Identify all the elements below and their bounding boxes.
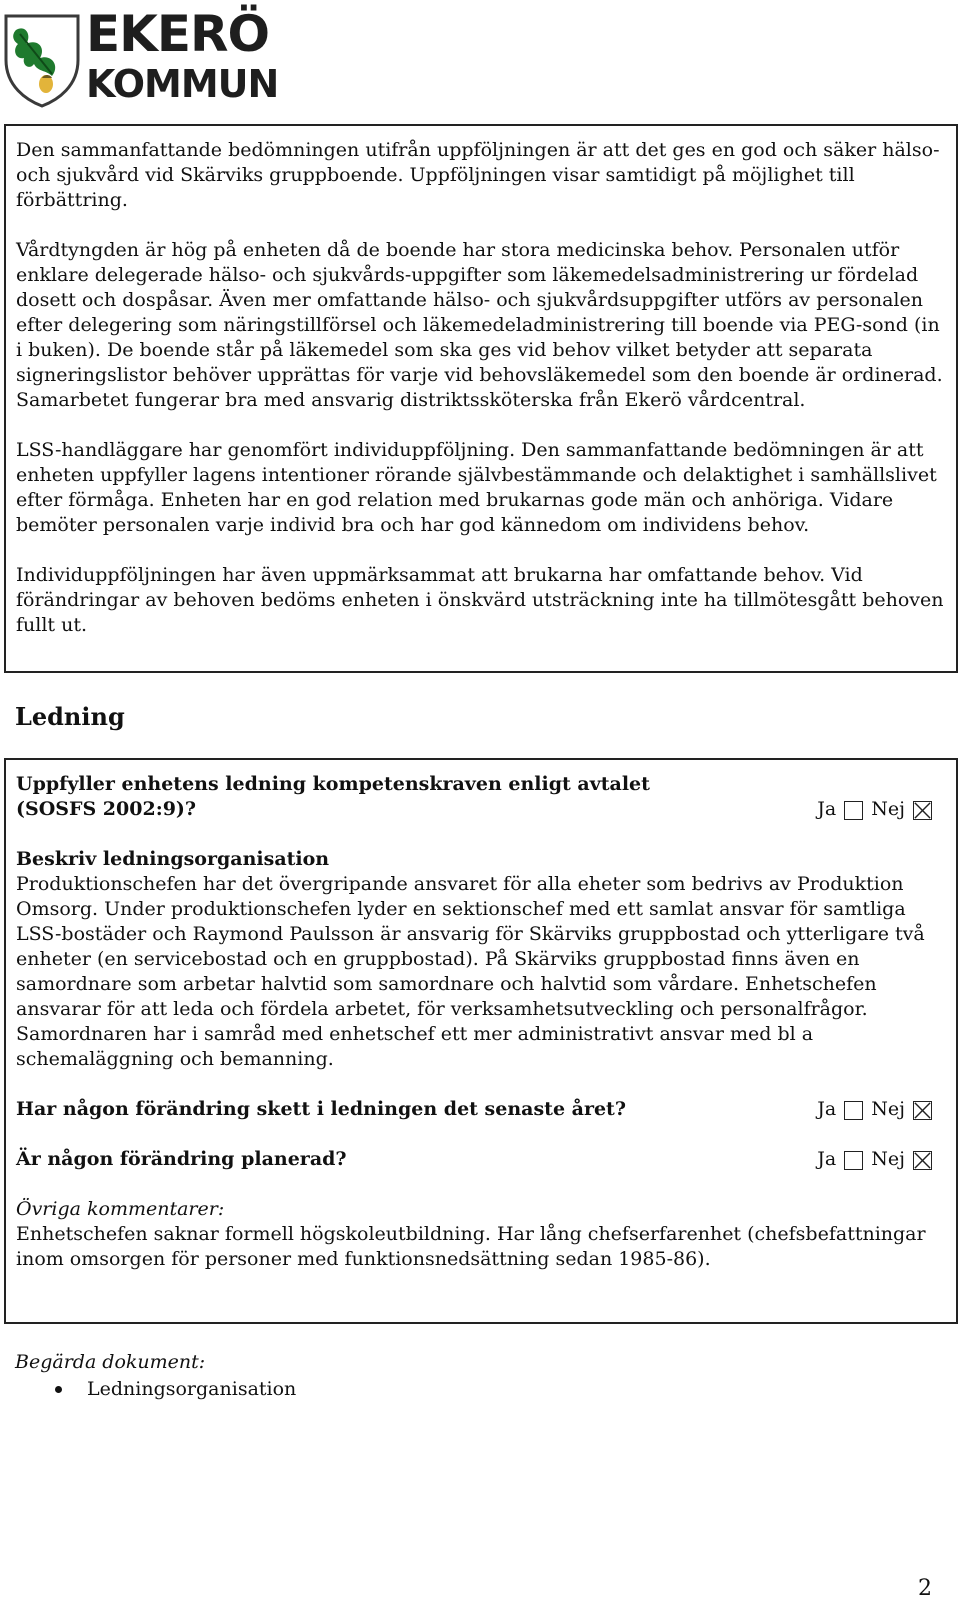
- summary-paragraph: LSS-handläggare har genomfört individuppföljning. Den sammanfattande bedömningen är att enheten uppfyller lagens intentioner rörande självbestämmande och delaktighet i samhällslivet efter förmåga. Enheten har en god relation med brukarnas gode män och anhöriga. Vidare bemöter personalen varje individ bra och har god kännedom om individens behov.: [16, 439, 937, 536]
- requested-documents-list: [15, 1377, 296, 1402]
- answer-group: [817, 1097, 932, 1122]
- question-change-past-year: [16, 1097, 946, 1122]
- yes-checkbox[interactable]: [844, 1101, 863, 1120]
- answer-group: [817, 1147, 932, 1172]
- no-checkbox[interactable]: [913, 1101, 932, 1120]
- summary-paragraph: Vårdtyngden är hög på enheten då de boende har stora medicinska behov. Personalen utför enklare delegerade hälso- och sjukvårds-uppgifter som läkemedelsadministrering ur fördelad dosett och dospåsar. Även mer omfattande hälso- och sjukvårdsuppgifter utförs av personalen efter delegering som näringstillförsel och läkemedeladministrering till boende via PEG-sond (in i buken). De boende står på läkemedel som ska ges vid behov vilket betyder att separata signeringslistor behöver upprättas för varje vid behovsläkemedel som den boende är ordinerad. Samarbetet fungerar bra med ansvarig distriktssköterska från Ekerö vårdcentral.: [16, 239, 943, 411]
- question-competence-line1: Uppfyller enhetens ledning kompetenskraven enligt avtalet: [16, 773, 650, 795]
- question-change-planned-text: Är någon förändring planerad?: [16, 1148, 347, 1170]
- list-item: Ledningsorganisation: [87, 1378, 297, 1400]
- describe-organisation-text: Produktionschefen har det övergripande ansvaret för alla eheter som bedrivs av Produktion Omsorg. Under produktionschefen lyder en sektionschef med ett samlat ansvar för samtliga LSS-bostäder och Raymond Paulsson är ansvarig för Skärviks gruppbostad och ytterligare två enheter (en servicebostad och en gruppbostad). På Skärviks gruppbostad finns även en samordnare som arbetar halvtid som samordnare och halvtid som vårdare. Enhetschefen ansvarar för att leda och fördela arbetet, för verksamhetsutveckling och personalfrågor. Samordnaren har i samråd med enhetschef ett mer administrativt ansvar med bl a schemaläggning och bemanning.: [16, 873, 925, 1070]
- no-checkbox[interactable]: [913, 801, 932, 820]
- answer-group: [817, 797, 932, 822]
- yes-checkbox[interactable]: [844, 801, 863, 820]
- oak-leaf-shield-icon: [2, 8, 84, 108]
- question-competence-line2: (SOSFS 2002:9)?: [16, 798, 197, 820]
- checked-x-icon: [914, 802, 931, 819]
- requested-documents: [15, 1350, 296, 1402]
- checked-x-icon: [914, 1152, 931, 1169]
- leadership-box: [4, 758, 958, 1324]
- question-change-planned: [16, 1147, 946, 1172]
- section-heading: Ledning: [15, 702, 125, 731]
- summary-paragraph: Individuppföljningen har även uppmärksammat att brukarna har omfattande behov. Vid förändringar av behoven bedöms enheten i önskvärd utsträckning inte ha tillmötesgått behoven fullt ut.: [16, 564, 944, 636]
- page-number: 2: [918, 1576, 932, 1601]
- question-competence: [16, 772, 946, 822]
- yes-label: Ja: [817, 1098, 837, 1120]
- logo-wordmark-ekero: EKERÖ: [86, 5, 270, 63]
- checked-x-icon: [914, 1102, 931, 1119]
- yes-label: Ja: [817, 798, 837, 820]
- yes-checkbox[interactable]: [844, 1151, 863, 1170]
- no-label: Nej: [871, 798, 905, 820]
- no-label: Nej: [871, 1098, 905, 1120]
- yes-label: Ja: [817, 1148, 837, 1170]
- logo-wordmark-kommun: KOMMUN: [86, 62, 279, 106]
- requested-documents-label: Begärda dokument:: [15, 1351, 206, 1373]
- describe-organisation-label: Beskriv ledningsorganisation: [16, 848, 330, 870]
- summary-paragraph: Den sammanfattande bedömningen utifrån uppföljningen är att det ges en god och säker hälso- och sjukvård vid Skärviks gruppboende. Uppföljningen visar samtidigt på möjlighet till förbättring.: [16, 139, 940, 211]
- no-checkbox[interactable]: [913, 1151, 932, 1170]
- ekero-kommun-logo: [0, 4, 300, 108]
- no-label: Nej: [871, 1148, 905, 1170]
- question-change-past-year-text: Har någon förändring skett i ledningen det senaste året?: [16, 1098, 626, 1120]
- other-comments-text: Enhetschefen saknar formell högskoleutbildning. Har lång chefserfarenhet (chefsbefattningar inom omsorgen för personer med funktionsnedsättning sedan 1985-86).: [16, 1223, 926, 1270]
- other-comments-label: Övriga kommentarer:: [16, 1198, 225, 1220]
- summary-box: [4, 124, 958, 673]
